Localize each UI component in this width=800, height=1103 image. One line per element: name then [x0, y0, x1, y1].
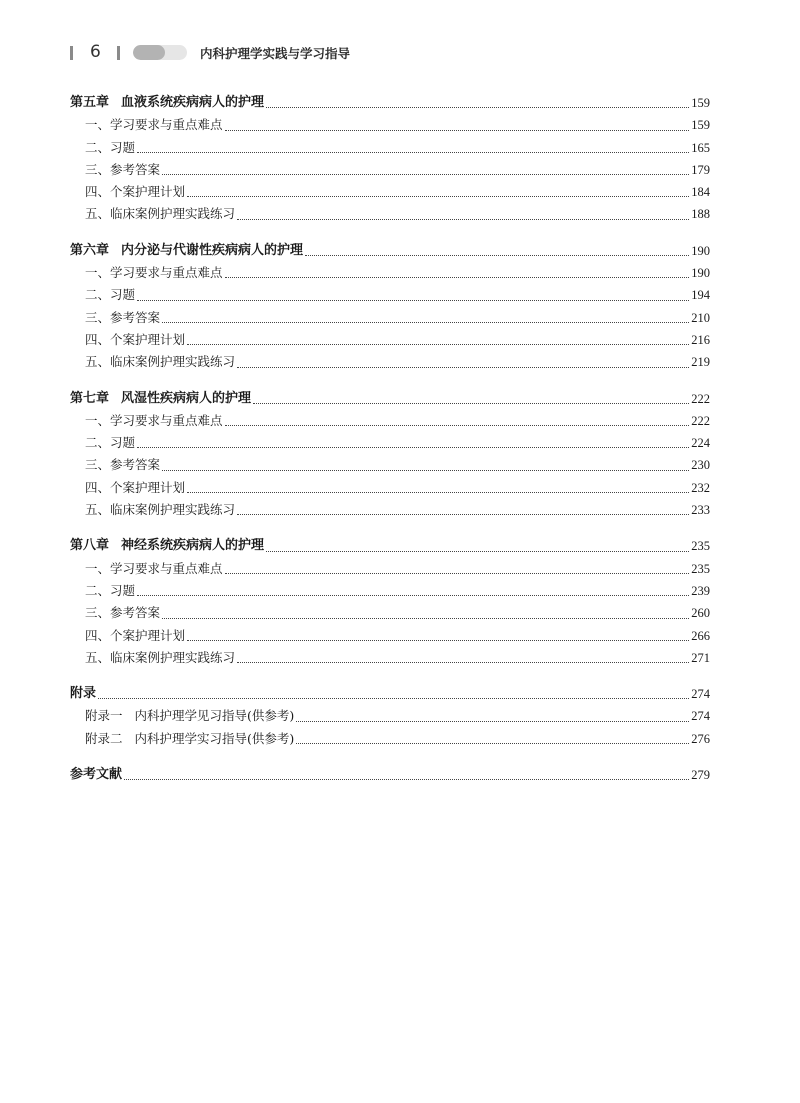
- section-title: 四、个案护理计划: [85, 479, 186, 495]
- page-ref: 233: [691, 503, 710, 518]
- toc-section-entry-label: [85, 137, 135, 159]
- toc-appendix-item-label: [85, 728, 294, 750]
- dot-leader: [237, 366, 689, 368]
- page-ref: 230: [691, 458, 710, 473]
- toc-section-entry-label: [85, 262, 223, 284]
- toc-section-entry-label: [85, 625, 185, 647]
- toc-chapter-entry[interactable]: [70, 92, 710, 114]
- toc-section-entry[interactable]: [70, 602, 710, 624]
- section-title: 四、个案护理计划: [85, 627, 186, 643]
- chapter-title: 风湿性疾病病人的护理: [121, 390, 252, 406]
- page-ref: 219: [691, 355, 710, 370]
- page-ref: 210: [691, 310, 710, 325]
- header-bar-right: [117, 46, 120, 60]
- section-title: 四、个案护理计划: [85, 331, 186, 347]
- dot-leader: [305, 254, 689, 256]
- references-title: 参考文献: [70, 767, 123, 783]
- dot-leader: [237, 661, 689, 663]
- toc-section-entry[interactable]: [70, 625, 710, 647]
- section-title: 四、个案护理计划: [85, 184, 186, 200]
- toc-section-entry[interactable]: [70, 580, 710, 602]
- toc-section-entry[interactable]: [70, 477, 710, 499]
- toc-chapter-group: [70, 535, 710, 669]
- section-title: 一、学习要求与重点难点: [85, 265, 223, 281]
- dot-leader: [237, 218, 689, 220]
- toc-section-entry[interactable]: [70, 262, 710, 284]
- dot-leader: [162, 469, 689, 471]
- dot-leader: [225, 572, 690, 574]
- toc-section-entry-label: [85, 181, 185, 203]
- page-ref: 165: [691, 140, 710, 155]
- toc-section-entry-label: [85, 580, 135, 602]
- toc-section-entry-label: [85, 351, 235, 373]
- page-ref: 224: [691, 436, 710, 451]
- toc-chapter-entry-label: [70, 92, 264, 114]
- dot-leader: [266, 106, 689, 108]
- dot-leader: [266, 550, 689, 552]
- page-ref: 274: [691, 709, 710, 724]
- dot-leader: [187, 343, 689, 345]
- section-title: 三、参考答案: [85, 457, 161, 473]
- dot-leader: [225, 424, 690, 426]
- toc-section-entry[interactable]: [70, 351, 710, 373]
- dot-leader: [162, 173, 689, 175]
- appendix-number: 附录二: [85, 730, 123, 746]
- toc-chapter-entry[interactable]: [70, 535, 710, 557]
- dot-leader: [296, 720, 689, 722]
- appendix-item-title: 内科护理学见习指导(供参考): [134, 708, 295, 724]
- appendix-title: 附录: [70, 686, 97, 702]
- dot-leader: [187, 195, 689, 197]
- toc-appendix-entry-label: [70, 683, 96, 705]
- page-ref: 232: [691, 480, 710, 495]
- book-title: 内科护理学实践与学习指导: [200, 46, 351, 61]
- appendix-item-title: 内科护理学实习指导(供参考): [134, 730, 295, 746]
- chapter-number: 第七章: [70, 390, 110, 406]
- toc-appendix-group: [70, 683, 710, 750]
- page-ref: 184: [691, 185, 710, 200]
- toc-section-entry-label: [85, 499, 235, 521]
- toc-section-entry-label: [85, 558, 223, 580]
- section-title: 二、习题: [85, 582, 136, 598]
- chapter-number: 第五章: [70, 95, 110, 110]
- toc-section-entry-label: [85, 203, 235, 225]
- section-title: 三、参考答案: [85, 309, 161, 325]
- dot-leader: [162, 617, 689, 619]
- section-title: 一、学习要求与重点难点: [85, 560, 223, 576]
- page-ref: 190: [691, 243, 710, 258]
- toc-section-entry[interactable]: [70, 499, 710, 521]
- toc-section-entry[interactable]: [70, 137, 710, 159]
- toc-section-entry-label: [85, 114, 223, 136]
- toc-section-entry[interactable]: [70, 432, 710, 454]
- dot-leader: [98, 697, 689, 699]
- toc-section-entry[interactable]: [70, 159, 710, 181]
- toc-references-group: [70, 764, 710, 786]
- page-ref: 222: [691, 391, 710, 406]
- running-header: [70, 42, 710, 64]
- chapter-title: 血液系统疾病病人的护理: [121, 95, 265, 110]
- page-number: 6: [90, 42, 101, 62]
- toc-section-entry[interactable]: [70, 181, 710, 203]
- section-title: 二、习题: [85, 139, 136, 155]
- toc-section-entry-label: [85, 307, 160, 329]
- toc-section-entry[interactable]: [70, 647, 710, 669]
- page-ref: 190: [691, 266, 710, 281]
- toc-section-entry-label: [85, 477, 185, 499]
- section-title: 五、临床案例护理实践练习: [85, 502, 236, 518]
- toc-section-entry[interactable]: [70, 410, 710, 432]
- page-ref: 159: [691, 96, 710, 110]
- page-ref: 159: [691, 118, 710, 133]
- toc-appendix-item[interactable]: [70, 728, 710, 750]
- page-ref: 216: [691, 332, 710, 347]
- chapter-title: 神经系统疾病病人的护理: [121, 538, 265, 554]
- page-ref: 188: [691, 207, 710, 222]
- toc-section-entry-label: [85, 329, 185, 351]
- toc-section-entry[interactable]: [70, 203, 710, 225]
- toc-chapter-group: [70, 388, 710, 522]
- toc-section-entry[interactable]: [70, 284, 710, 306]
- toc-chapter-group: [70, 92, 710, 226]
- page-ref: 235: [691, 539, 710, 554]
- dot-leader: [124, 778, 689, 780]
- appendix-number: 附录一: [85, 708, 123, 724]
- toc-section-entry-label: [85, 159, 160, 181]
- toc-section-entry-label: [85, 602, 160, 624]
- page-ref: 194: [691, 288, 710, 303]
- toc-appendix-item[interactable]: [70, 705, 710, 727]
- section-title: 二、习题: [85, 287, 136, 303]
- dot-leader: [225, 129, 690, 131]
- toc-chapter-group: [70, 240, 710, 374]
- toc-section-entry[interactable]: [70, 558, 710, 580]
- header-pill-decoration: [133, 45, 187, 60]
- dot-leader: [253, 402, 689, 404]
- page-ref: 179: [691, 162, 710, 177]
- header-bar-left: [70, 46, 73, 60]
- toc-section-entry[interactable]: [70, 307, 710, 329]
- toc-section-entry-label: [85, 432, 135, 454]
- dot-leader: [137, 594, 689, 596]
- dot-leader: [237, 513, 689, 515]
- section-title: 一、学习要求与重点难点: [85, 117, 223, 133]
- toc-section-entry-label: [85, 410, 223, 432]
- chapter-number: 第六章: [70, 242, 110, 258]
- chapter-title: 内分泌与代谢性疾病病人的护理: [121, 242, 304, 258]
- dot-leader: [162, 321, 689, 323]
- dot-leader: [137, 446, 689, 448]
- chapter-number: 第八章: [70, 538, 110, 554]
- page-ref: 274: [691, 687, 710, 702]
- page-ref: 279: [691, 768, 710, 783]
- section-title: 一、学习要求与重点难点: [85, 412, 223, 428]
- dot-leader: [137, 299, 689, 301]
- dot-leader: [225, 276, 690, 278]
- section-title: 三、参考答案: [85, 605, 161, 621]
- toc-references-entry-label: [70, 764, 122, 786]
- toc-chapter-entry-label: [70, 388, 251, 410]
- page-ref: 276: [691, 731, 710, 746]
- toc-section-entry[interactable]: [70, 454, 710, 476]
- toc-chapter-entry-label: [70, 240, 303, 262]
- page-ref: 260: [691, 606, 710, 621]
- section-title: 二、习题: [85, 435, 136, 451]
- section-title: 五、临床案例护理实践练习: [85, 206, 236, 222]
- toc-references-entry[interactable]: [70, 764, 710, 786]
- dot-leader: [296, 742, 689, 744]
- page-ref: 271: [691, 650, 710, 665]
- page-ref: 235: [691, 561, 710, 576]
- toc-appendix-item-label: [85, 705, 294, 727]
- table-of-contents: [70, 92, 710, 800]
- dot-leader: [187, 491, 689, 493]
- toc-chapter-entry[interactable]: [70, 388, 710, 410]
- page-ref: 239: [691, 583, 710, 598]
- toc-chapter-entry-label: [70, 535, 264, 557]
- toc-section-entry[interactable]: [70, 114, 710, 136]
- dot-leader: [187, 639, 689, 641]
- section-title: 五、临床案例护理实践练习: [85, 649, 236, 665]
- toc-section-entry-label: [85, 454, 160, 476]
- section-title: 五、临床案例护理实践练习: [85, 354, 236, 370]
- toc-section-entry-label: [85, 647, 235, 669]
- section-title: 三、参考答案: [85, 161, 161, 177]
- toc-appendix-entry[interactable]: [70, 683, 710, 705]
- toc-chapter-entry[interactable]: [70, 240, 710, 262]
- toc-section-entry-label: [85, 284, 135, 306]
- page-ref: 222: [691, 413, 710, 428]
- dot-leader: [137, 151, 689, 153]
- page-ref: 266: [691, 628, 710, 643]
- toc-section-entry[interactable]: [70, 329, 710, 351]
